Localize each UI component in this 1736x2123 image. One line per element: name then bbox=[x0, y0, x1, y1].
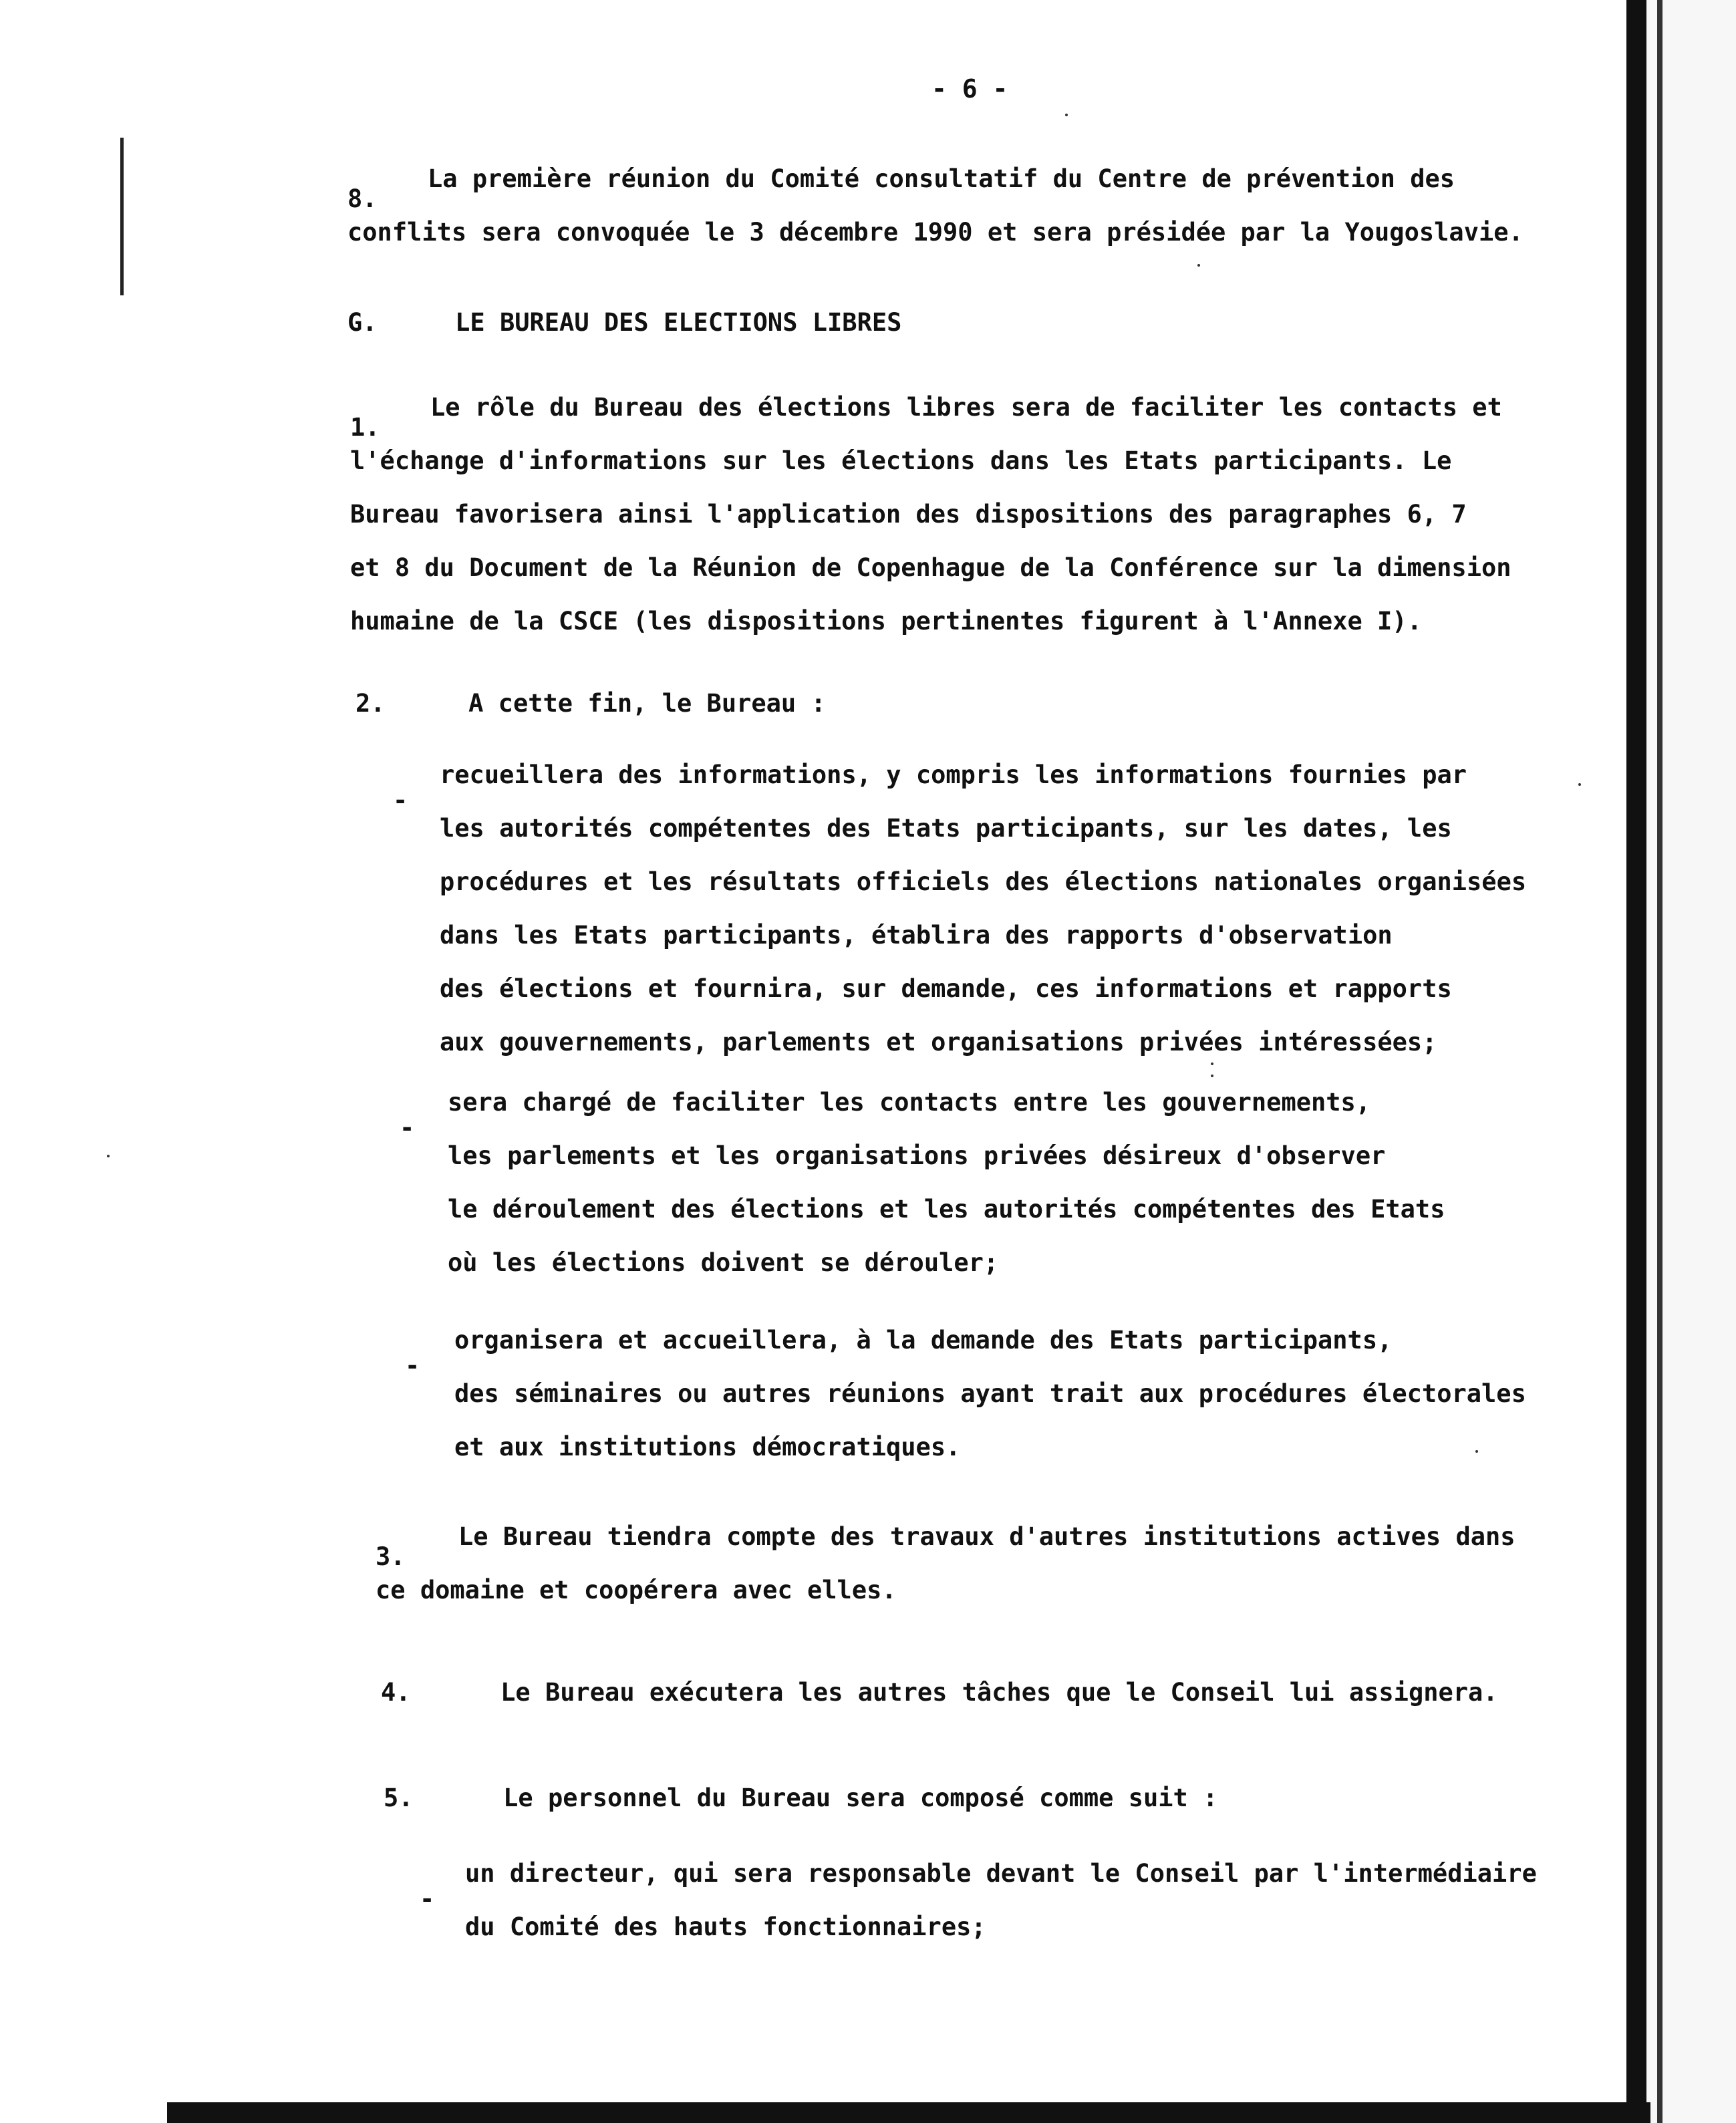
bullet-1-line: recueillera des informations, y compris les informations fournies par bbox=[440, 760, 1467, 789]
margin-revision-bar bbox=[120, 138, 124, 295]
item-3-text bbox=[376, 1510, 1515, 1617]
item-4-number: 4. bbox=[381, 1678, 411, 1707]
bullet-2-line: où les élections doivent se dérouler; bbox=[448, 1248, 999, 1277]
scan-bottom-edge bbox=[167, 2102, 1650, 2123]
page-number: - 6 - bbox=[931, 74, 1008, 104]
item-5-number: 5. bbox=[384, 1784, 414, 1812]
item-2 bbox=[355, 680, 826, 727]
item-3-line: Le Bureau tiendra compte des travaux d'autres institutions actives dans bbox=[458, 1522, 1515, 1551]
bullet-2-text bbox=[448, 1076, 1445, 1290]
bullet-2-line: les parlements et les organisations privées désireux d'observer bbox=[448, 1141, 1386, 1170]
paragraph-8-text bbox=[347, 152, 1524, 259]
scan-speck bbox=[107, 1155, 110, 1157]
scan-speck bbox=[1065, 114, 1068, 116]
section-g-heading bbox=[347, 299, 901, 346]
bullet-4-line: un directeur, qui sera responsable devant le Conseil par l'intermédiaire bbox=[465, 1859, 1537, 1888]
item-1-line: humaine de la CSCE (les dispositions pertinentes figurent à l'Annexe I). bbox=[350, 607, 1422, 635]
scan-speck bbox=[1197, 264, 1200, 267]
bullet-1-line: des élections et fournira, sur demande, ces informations et rapports bbox=[440, 974, 1452, 1003]
item-3-number: 3. bbox=[376, 1542, 406, 1571]
item-5-text: Le personnel du Bureau sera composé comme suit : bbox=[503, 1784, 1218, 1812]
item-2-number: 2. bbox=[355, 689, 386, 718]
bullet-1-line: procédures et les résultats officiels des élections nationales organisées bbox=[440, 867, 1527, 896]
bullet-4-dash: - bbox=[420, 1884, 435, 1913]
bullet-2-line: le déroulement des élections et les autorités compétentes des Etats bbox=[448, 1195, 1445, 1224]
item-1-text bbox=[350, 381, 1511, 648]
item-1-line: l'échange d'informations sur les élections dans les Etats participants. Le bbox=[350, 446, 1452, 475]
item-1-line: et 8 du Document de la Réunion de Copenhague de la Conférence sur la dimension bbox=[350, 553, 1511, 582]
item-1-number: 1. bbox=[350, 413, 380, 442]
bullet-1-dash: - bbox=[393, 786, 408, 815]
bullet-3-dash: - bbox=[405, 1351, 420, 1380]
bullet-1-line: les autorités compétentes des Etats participants, sur les dates, les bbox=[440, 814, 1452, 843]
scan-speck bbox=[1578, 783, 1581, 786]
bullet-3-line: organisera et accueillera, à la demande des Etats participants, bbox=[454, 1326, 1393, 1355]
item-4 bbox=[381, 1669, 1498, 1716]
bullet-2-line: sera chargé de faciliter les contacts entre les gouvernements, bbox=[448, 1088, 1371, 1117]
item-1-line: Bureau favorisera ainsi l'application des dispositions des paragraphes 6, 7 bbox=[350, 500, 1467, 529]
paragraph-8-line: conflits sera convoquée le 3 décembre 1990 et sera présidée par la Yougoslavie. bbox=[347, 218, 1524, 247]
item-5 bbox=[384, 1775, 1217, 1822]
bullet-1-line: dans les Etats participants, établira des rapports d'observation bbox=[440, 921, 1393, 950]
item-3-line: ce domaine et coopérera avec elles. bbox=[376, 1576, 897, 1604]
scan-right-edge-line bbox=[1657, 0, 1662, 2123]
bullet-3-line: des séminaires ou autres réunions ayant trait aux procédures électorales bbox=[454, 1379, 1526, 1408]
bullet-3-line: et aux institutions démocratiques. bbox=[454, 1433, 961, 1461]
bullet-4-line: du Comité des hauts fonctionnaires; bbox=[465, 1913, 986, 1941]
paragraph-8-number: 8. bbox=[347, 184, 378, 213]
bullet-2-dash: - bbox=[400, 1113, 415, 1142]
item-1-line: Le rôle du Bureau des élections libres sera de faciliter les contacts et bbox=[430, 393, 1502, 422]
scan-right-edge bbox=[1626, 0, 1646, 2105]
paragraph-8-line: La première réunion du Comité consultatif du Centre de prévention des bbox=[428, 164, 1455, 193]
bullet-3-text bbox=[454, 1314, 1526, 1474]
item-4-text: Le Bureau exécutera les autres tâches que le Conseil lui assignera. bbox=[500, 1678, 1498, 1707]
bullet-1-line: aux gouvernements, parlements et organisations privées intéressées; bbox=[440, 1028, 1437, 1056]
item-2-text: A cette fin, le Bureau : bbox=[468, 689, 826, 718]
bullet-1-text bbox=[440, 748, 1526, 1069]
section-g-title: LE BUREAU DES ELECTIONS LIBRES bbox=[455, 308, 902, 337]
bullet-4-text bbox=[465, 1847, 1537, 1954]
section-g-letter: G. bbox=[347, 308, 378, 337]
